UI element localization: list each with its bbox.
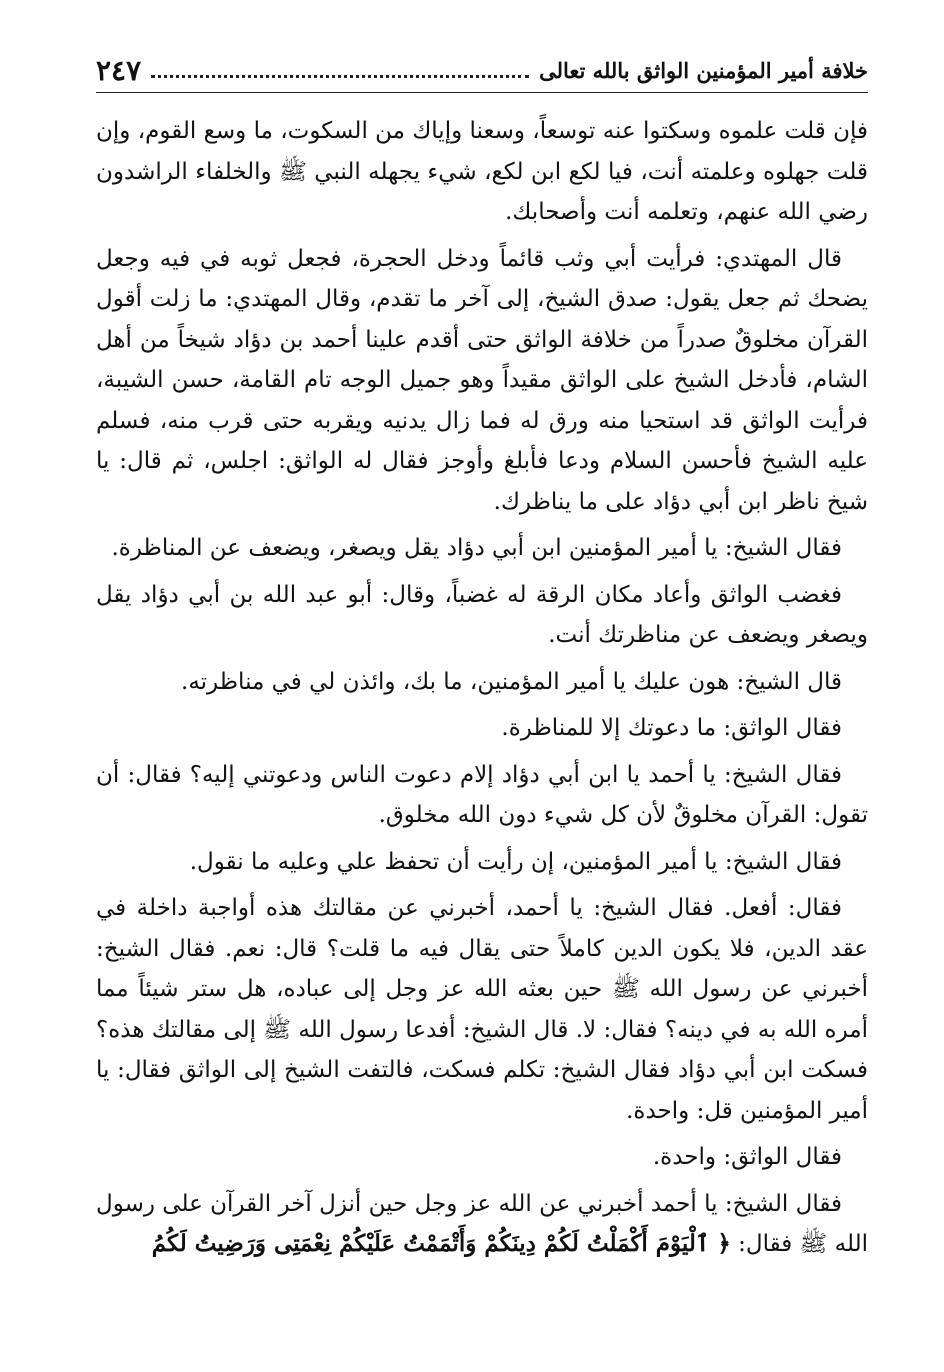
running-title: خلافة أمير المؤمنين الواثق بالله تعالى: [539, 57, 868, 83]
paragraph: فغضب الواثق وأعاد مكان الرقة له غضباً، وقال: أبو عبد الله بن أبي دؤاد يقل ويصغر ويضعف عن مناظرتك أنت.: [96, 581, 868, 648]
book-page: [96, 48, 868, 1348]
paragraph: فقال الشيخ: يا أحمد يا ابن أبي دؤاد إلام دعوت الناس ودعوتني إليه؟ فقال: أن تقول: القرآن مخلوقٌ لأن كل شيء دون الله مخلوق.: [96, 761, 868, 828]
paragraph: فقال الشيخ: يا أمير المؤمنين ابن أبي دؤاد يقل ويصغر، ويضعف عن المناظرة.: [111, 535, 842, 561]
page-number: ٢٤٧: [96, 53, 142, 87]
paragraph: [96, 1184, 868, 1265]
paragraph: قال المهتدي: فرأيت أبي وثب قائماً ودخل الحجرة، فجعل ثوبه في فيه وجعل يضحك ثم جعل يقول: صدق الشيخ، إلى آخر ما تقدم، وقال المهتدي: ما زلت أقول القرآن مخلوقٌ صدراً من خلافة الواثق حتى أقدم علينا أحمد بن دؤاد شيخاً من أهل الشام، فأدخل الشيخ على الواثق مقيداً وهو جميل الوجه تام القامة، حسن الشيبة، فرأيت الواثق قد استحيا منه ورق له فما زال يدنيه ويقربه حتى قرب منه، فسلم عليه الشيخ فأحسن السلام ودعا فأبلغ وأوجز فقال له الواثق: اجلس، ثم قال: يا شيخ ناظر ابن أبي دؤاد على ما يناظرك.: [96, 245, 868, 515]
quran-verse: ﴿ ٱلْيَوْمَ أَكْمَلْتُ لَكُمْ دِينَكُمْ وَأَتْمَمْتُ عَلَيْكُمْ نِعْمَتِى وَرَضِيتُ لَكُمُ: [151, 1230, 731, 1257]
paragraph: فإن قلت علموه وسكتوا عنه توسعاً، وسعنا وإياك من السكوت، ما وسع القوم، وإن قلت جهلوه وعلمته أنت، فيا لكع ابن لكع، شيء يجهله النبي ﷺ والخلفاء الراشدون رضي الله عنهم، وتعلمه أنت وأصحابك.: [96, 118, 868, 225]
paragraph-text: فقال الشيخ: يا أحمد أخبرني عن الله عز وجل حين أنزل آخر القرآن على رسول الله ﷺ فقال:: [96, 1190, 868, 1257]
paragraph: قال الشيخ: هون عليك يا أمير المؤمنين، ما بك، وائذن لي في مناظرته.: [181, 668, 842, 695]
running-header: [96, 48, 868, 93]
paragraph: فقال الواثق: ما دعوتك إلا للمناظرة.: [501, 715, 842, 741]
dotted-leader: [151, 63, 529, 78]
paragraph: فقال الواثق: واحدة.: [652, 1144, 842, 1170]
paragraph: فقال الشيخ: يا أمير المؤمنين، إن رأيت أن تحفظ علي وعليه ما نقول.: [189, 848, 842, 875]
paragraph: فقال: أفعل. فقال الشيخ: يا أحمد، أخبرني عن مقالتك هذه أواجبة داخلة في عقد الدين، فلا يكون الدين كاملاً حتى يقال فيه ما قلت؟ قال: نعم. فقال الشيخ: أخبرني عن رسول الله ﷺ حين بعثه الله عز وجل إلى عباده، هل ستر شيئاً مما أمره الله به في دينه؟ فقال: لا. قال الشيخ: أفدعا رسول الله ﷺ إلى مقالتك هذه؟ فسكت ابن أبي دؤاد فقال الشيخ: تكلم فسكت، فالتفت الشيخ إلى الواثق فقال: يا أمير المؤمنين قل: واحدة.: [96, 895, 868, 1124]
body-text: [96, 111, 868, 1265]
